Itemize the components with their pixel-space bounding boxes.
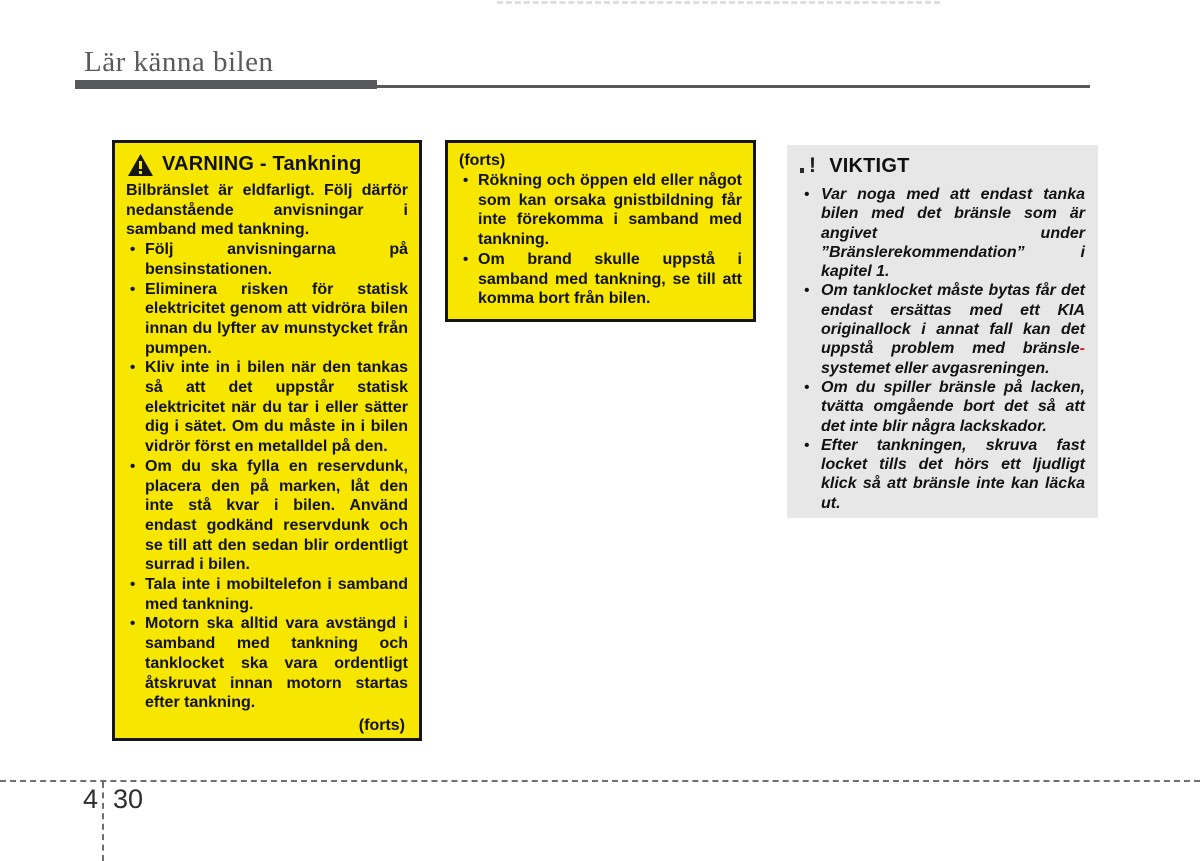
important-bullet: • Var noga med att endast tanka bilen med det bränsle som är angivet under ”Bränslerekommendation” i kapitel 1.: [800, 185, 1085, 281]
important-box-title: VIKTIGT: [829, 155, 910, 177]
warning-continued-bullet-list: [459, 171, 742, 309]
important-bullet: • Efter tankningen, skruva fast locket tills det hörs ett ljudligt klick så att bränsle inte kan läcka ut.: [800, 436, 1085, 513]
important-bullet-list: [800, 185, 1085, 513]
warning-bullet: • Rökning och öppen eld eller något som kan orsaka gnistbildning får inte förekomma i samband med tankning.: [459, 171, 742, 250]
warning-box-header: [128, 153, 408, 176]
red-hyphen: -: [1079, 340, 1085, 358]
important-box: [787, 145, 1098, 518]
warning-bullet: • Om brand skulle uppstå i samband med tankning, se till att komma bort från bilen.: [459, 250, 742, 309]
warning-box-title: VARNING - Tankning: [162, 153, 362, 175]
page-title: Lär känna bilen: [84, 46, 274, 78]
warning-bullet: • Kliv inte in i bilen när den tankas så att det uppstår statisk elektricitet när du tar i eller sätter dig i sätet. Om du måste in i bilen vidrör först en metalldel på den.: [126, 358, 408, 457]
warning-box-continued: [445, 140, 756, 322]
footer-dashed-line: [0, 780, 1200, 782]
warning-bullet: • Om du ska fylla en reservdunk, placera den på marken, låt den inte stå kvar i bilen. Använd endast godkänd reservdunk och se till att den sedan blir ordentligt surrad i bilen.: [126, 457, 408, 575]
chapter-number: 4: [82, 784, 98, 814]
page-number: 30: [113, 784, 144, 814]
warning-box: [112, 140, 422, 741]
header-rule-thin: [377, 85, 1090, 88]
warning-bullet: • Följ anvisningarna på bensinstationen.: [126, 240, 408, 279]
exclamation-icon: !: [800, 157, 816, 176]
warning-bullet: • Motorn ska alltid vara avstängd i samband med tankning och tanklocket ska vara ordentligt åtskruvat innan motorn startas efter tankning.: [126, 614, 408, 713]
footer-vertical-dashed-line: [102, 782, 104, 861]
important-bullet: • Om tanklocket måste bytas får det endast ersättas med ett KIA originallock i annat fall kan det uppstå problem med bränsle-systemet eller avgasreningen.: [800, 281, 1085, 377]
warning-bullet-list: [126, 240, 408, 713]
warning-intro: Bilbränslet är eldfarligt. Följ därför nedanstående anvisningar i samband med tankning.: [126, 182, 408, 239]
continued-label: (forts): [358, 716, 405, 734]
header-rule-thick: [75, 80, 377, 89]
continued-label: (forts): [459, 152, 506, 169]
warning-triangle-icon: [128, 154, 153, 176]
top-crop-dashed-line: [497, 1, 940, 4]
warning-bullet: • Eliminera risken för statisk elektricitet genom att vidröra bilen innan du lyfter av munstycket från pumpen.: [126, 280, 408, 359]
important-box-header: [800, 155, 1085, 178]
warning-bullet: • Tala inte i mobiltelefon i samband med tankning.: [126, 575, 408, 614]
important-bullet: • Om du spiller bränsle på lacken, tvätta omgående bort det så att det inte blir några lackskador.: [800, 378, 1085, 436]
